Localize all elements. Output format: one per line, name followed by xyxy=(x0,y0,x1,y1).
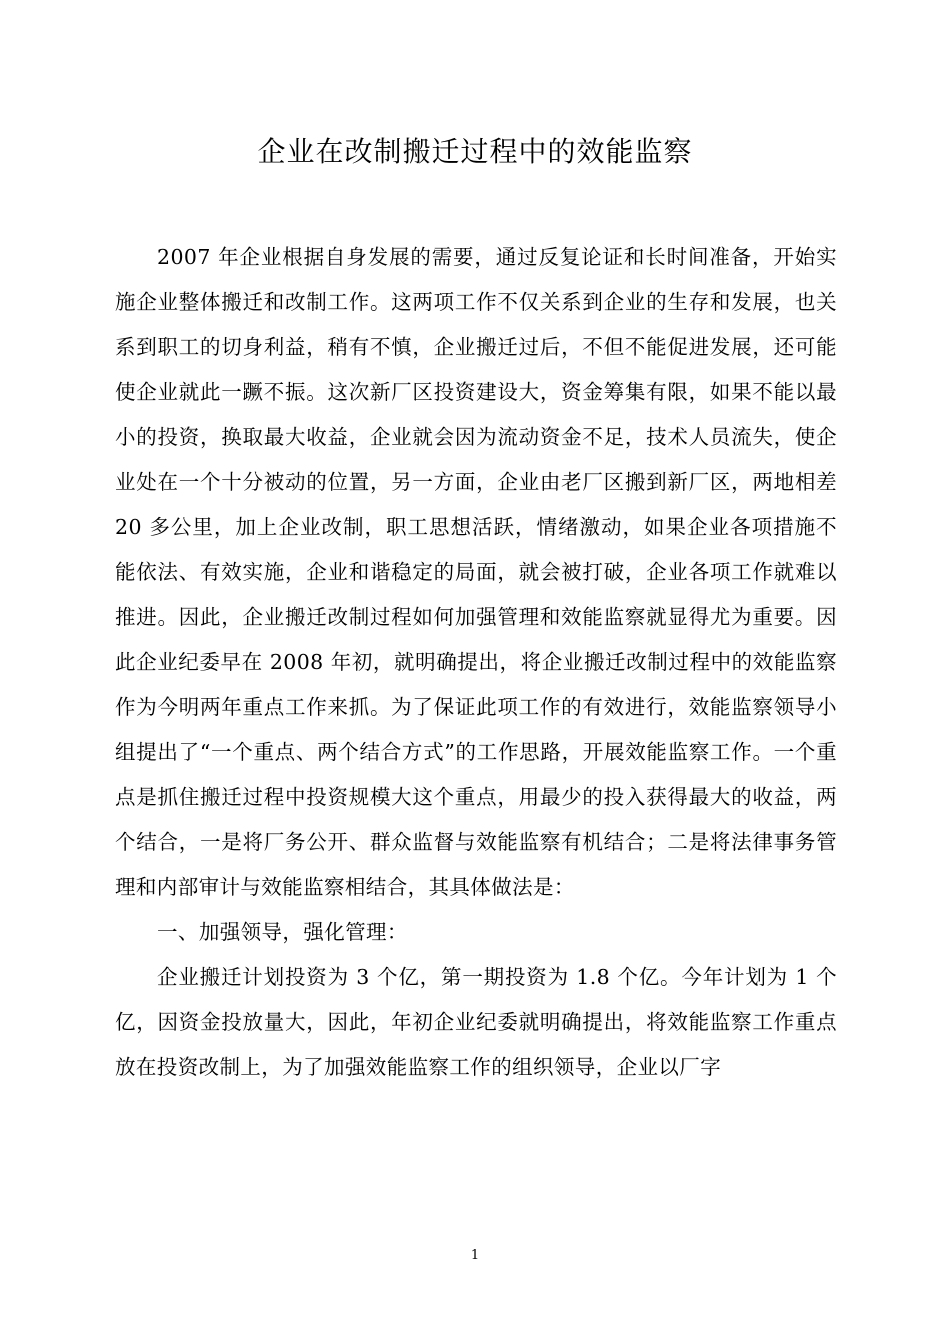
section-heading: 一、加强领导，强化管理： xyxy=(157,920,408,944)
document-body xyxy=(115,235,837,1090)
body-paragraph: 2007 年企业根据自身发展的需要，通过反复论证和长时间准备，开始实施企业整体搬迁和改制工作。这两项工作不仅关系到企业的生存和发展，也关系到职工的切身利益，稍有不慎，企业搬迁过后，不但不能促进发展，还可能使企业就此一蹶不振。这次新厂区投资建设大，资金筹集有限，如果不能以最小的投资，换取最大收益，企业就会因为流动资金不足，技术人员流失，使企业处在一个十分被动的位置，另一方面，企业由老厂区搬到新厂区，两地相差 20 多公里，加上企业改制，职工思想活跃，情绪激动，如果企业各项措施不能依法、有效实施，企业和谐稳定的局面，就会被打破，企业各项工作就难以推进。因此，企业搬迁改制过程如何加强管理和效能监察就显得尤为重要。因此企业纪委早在 2008 年初，就明确提出，将企业搬迁改制过程中的效能监察作为今明两年重点工作来抓。为了保证此项工作的有效进行，效能监察领导小组提出了“一个重点、两个结合方式”的工作思路，开展效能监察工作。一个重点是抓住搬迁过程中投资规模大这个重点，用最少的投入获得最大的收益，两个结合，一是将厂务公开、群众监督与效能监察有机结合；二是将法律事务管理和内部审计与效能监察相结合，其具体做法是： xyxy=(115,245,837,899)
body-paragraph: 企业搬迁计划投资为 3 个亿，第一期投资为 1.8 个亿。今年计划为 1 个亿，因资金投放量大，因此，年初企业纪委就明确提出，将效能监察工作重点放在投资改制上，为了加强效能监察工作的组织领导，企业以厂字 xyxy=(115,965,837,1079)
page-number: 1 xyxy=(470,1248,480,1263)
document-title: 企业在改制搬迁过程中的效能监察 xyxy=(257,135,693,168)
